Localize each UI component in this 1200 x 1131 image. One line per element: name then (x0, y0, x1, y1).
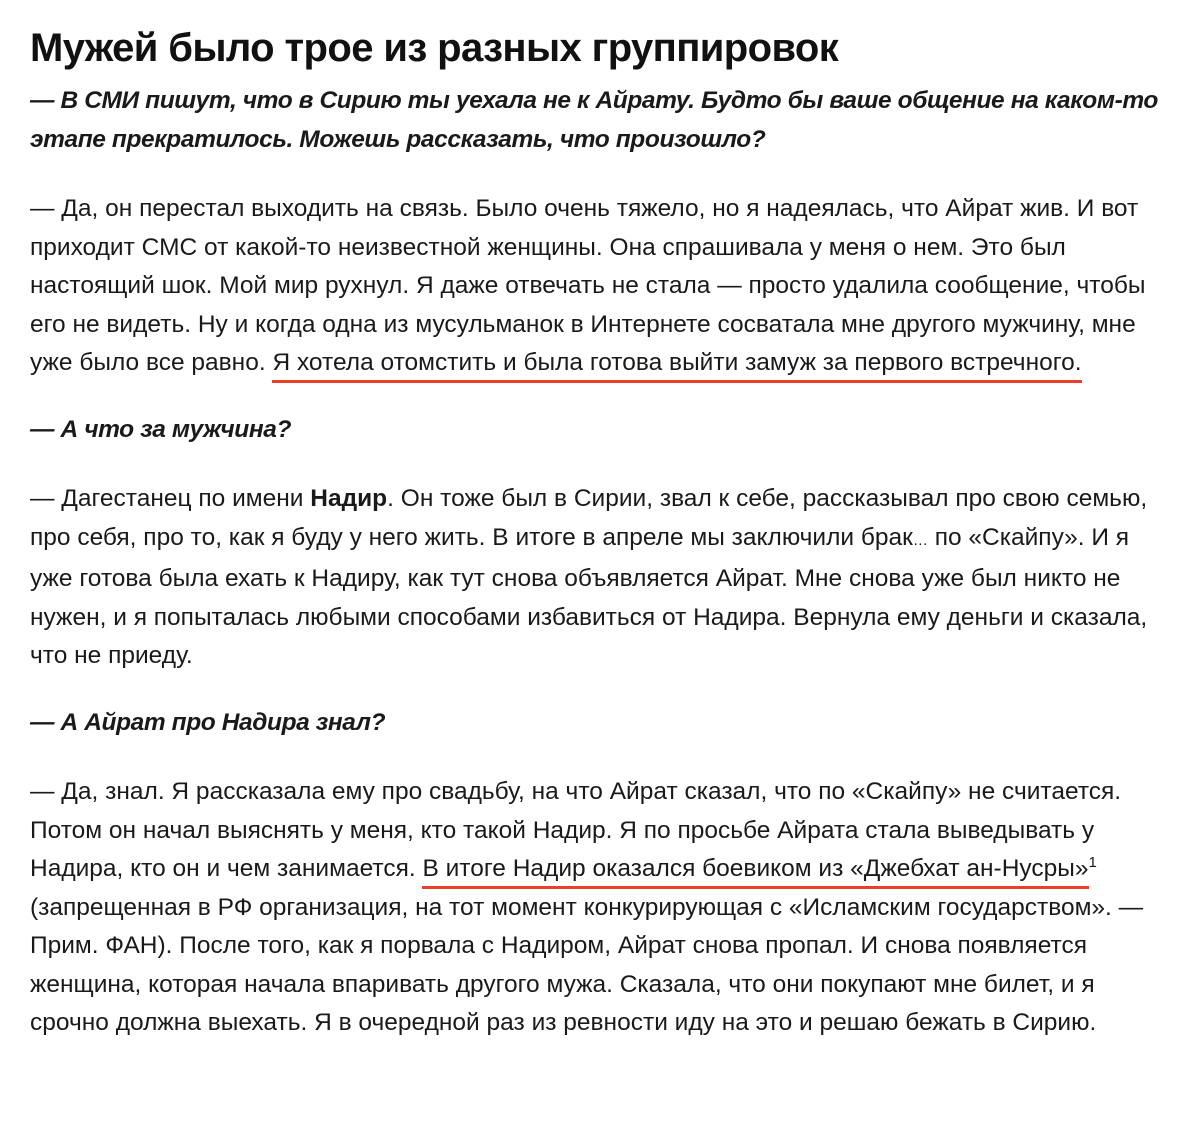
answer-1-highlight: Я хотела отомстить и была готова выйти замуж за первого встречного. (272, 349, 1081, 383)
footnote-marker[interactable]: 1 (1088, 854, 1097, 871)
answer-2-name: Надир (310, 485, 388, 512)
answer-3-highlight: В итоге Надир оказался боевиком из «Джебхат ан-Нусры» (422, 855, 1088, 889)
answer-2 (30, 480, 1170, 676)
answer-2-text-end: по «Скайпу». И я уже готова была ехать к Надиру, как тут снова объявляется Айрат. Мне снова уже был никто не нужен, и я попыталась любыми способами избавиться от Надира. Вернула ему деньги и сказала, что не приеду. (30, 523, 1148, 669)
answer-3-text-start: — Да, знал. Я рассказала ему про свадьбу, на что Айрат сказал, что по «Скайпу» не считается. Потом он начал выяснять у меня, кто такой Надир. Я по просьбе Айрата стала выведывать у Надира, кто он и чем занимается. (30, 778, 1122, 882)
answer-2-text-middle: . Он тоже был в Сирии, звал к себе, рассказывал про свою семью, про себя, про то, как я буду у него жить. В итоге в апреле мы заключили брак (30, 485, 1148, 551)
answer-3 (30, 773, 1170, 1043)
answer-3-text-end: (запрещенная в РФ организация, на тот момент конкурирующая с «Исламским государством». — Прим. ФАН). После того, как я порвала с Надиром, Айрат снова пропал. И снова появляется женщина, которая начала впаривать другого мужа. Сказала, что они покупают мне билет, и я срочно должна выехать. Я в очередной раз из ревности иду на это и решаю бежать в Сирию. (30, 893, 1144, 1036)
question-1: — В СМИ пишут, что в Сирию ты уехала не к Айрату. Будто бы ваше общение на каком-то этапе прекратилось. Можешь рассказать, что произошло? (30, 87, 1158, 153)
answer-1 (30, 190, 1170, 383)
answer-1-text: — Да, он перестал выходить на связь. Было очень тяжело, но я надеялась, что Айрат жив. И вот приходит СМС от какой-то неизвестной женщины. Она спрашивала у меня о нем. Это был настоящий шок. Мой мир рухнул. Я даже отвечать не стала — просто удалила сообщение, чтобы его не видеть. Ну и когда одна из мусульманок в Интернете сосватала мне другого мужчину, мне уже было все равно. (30, 195, 1146, 376)
question-3: — А Айрат про Надира знал? (30, 708, 386, 736)
answer-2-text-start: — Дагестанец по имени (30, 485, 311, 512)
section-heading: Мужей было трое из разных группировок (30, 26, 839, 70)
answer-2-ellipsis: … (912, 531, 928, 549)
question-2: — А что за мужчина? (30, 415, 292, 443)
